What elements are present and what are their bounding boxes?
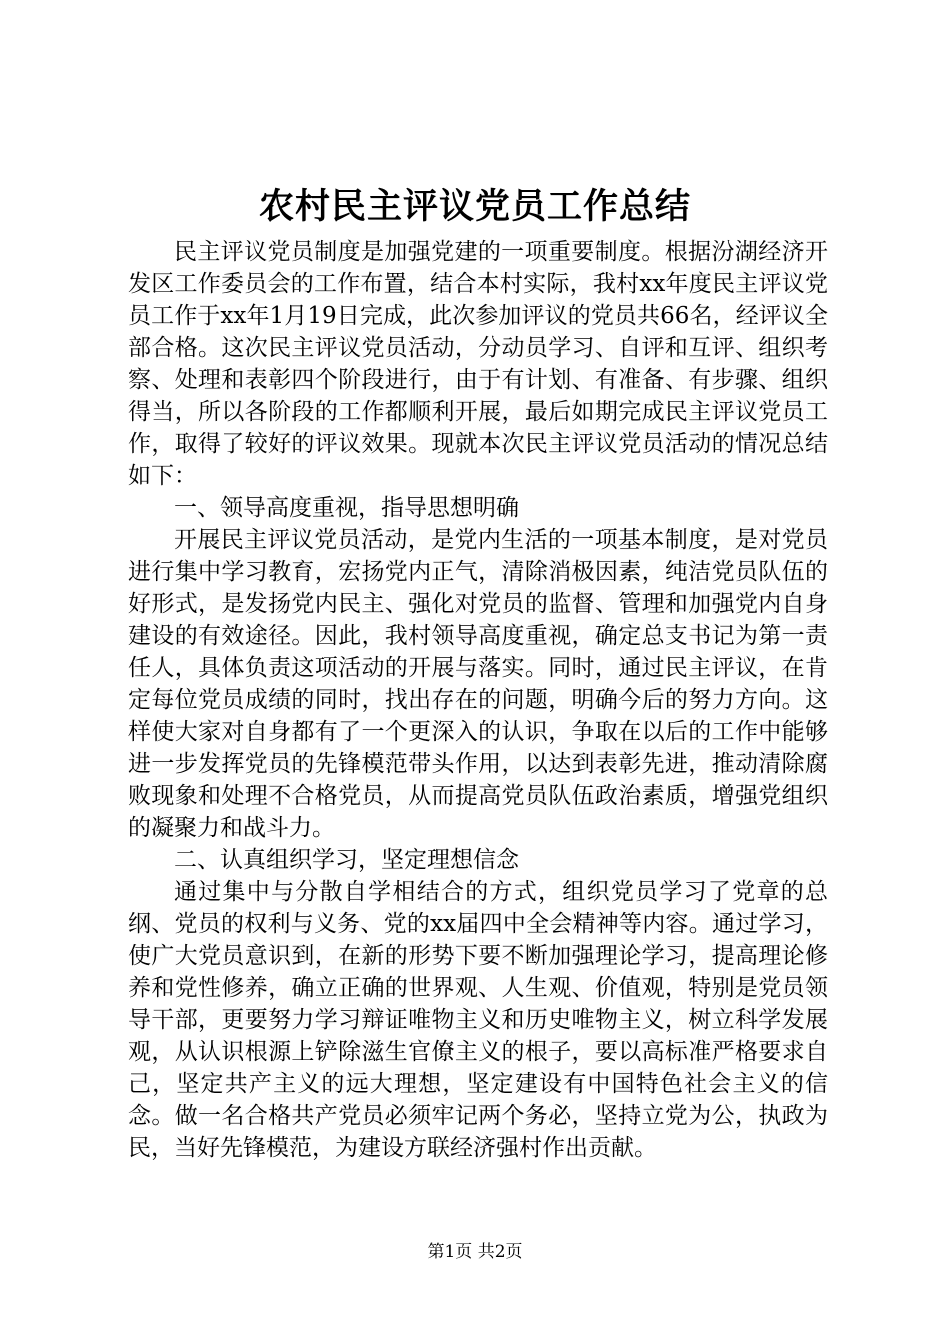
page-footer: 第1页 共2页 [427, 1242, 523, 1262]
paragraph-section-2: 通过集中与分散自学相结合的方式，组织党员学习了党章的总纲、党员的权利与义务、党的xx届四中全会精神等内容。通过学习，使广大党员意识到，在新的形势下要不断加强理论学习，提高理论修养和党性修养，确立正确的世界观、人生观、价值观，特别是党员领导干部，更要努力学习辩证唯物主义和历史唯物主义，树立科学发展观，从认识根源上铲除滋生官僚主义的根子，要以高标准严格要求自己，坚定共产主义的远大理想，坚定建设有中国特色社会主义的信念。做一名合格共产党员必须牢记两个务必，坚持立党为公，执政为民，当好先锋模范，为建设方联经济强村作出贡献。 [128, 879, 828, 1161]
document-body [128, 236, 828, 1164]
paragraph-intro: 民主评议党员制度是加强党建的一项重要制度。根据汾湖经济开发区工作委员会的工作布置，结合本村实际，我村xx年度民主评议党员工作于xx年1月19日完成，此次参加评议的党员共66名，经评议全部合格。这次民主评议党员活动，分动员学习、自评和互评、组织考察、处理和表彰四个阶段进行，由于有计划、有准备、有步骤、组织得当，所以各阶段的工作都顺利开展，最后如期完成民主评议党员工作，取得了较好的评议效果。现就本次民主评议党员活动的情况总结如下： [128, 239, 828, 489]
section-heading-1: 一、领导高度重视，指导思想明确 [174, 495, 519, 521]
document-title: 农村民主评议党员工作总结 [258, 186, 691, 227]
paragraph-section-1: 开展民主评议党员活动，是党内生活的一项基本制度，是对党员进行集中学习教育，宏扬党内正气，清除消极因素，纯洁党员队伍的好形式，是发扬党内民主、强化对党员的监督、管理和加强党内自身建设的有效途径。因此，我村领导高度重视，确定总支书记为第一责任人，具体负责这项活动的开展与落实。同时，通过民主评议，在肯定每位党员成绩的同时，找出存在的问题，明确今后的努力方向。这样使大家对自身都有了一个更深入的认识，争取在以后的工作中能够进一步发挥党员的先锋模范带头作用，以达到表彰先进，推动清除腐败现象和处理不合格党员，从而提高党员队伍政治素质，增强党组织的凝聚力和战斗力。 [128, 527, 828, 841]
section-heading-2: 二、认真组织学习，坚定理想信念 [174, 847, 519, 873]
